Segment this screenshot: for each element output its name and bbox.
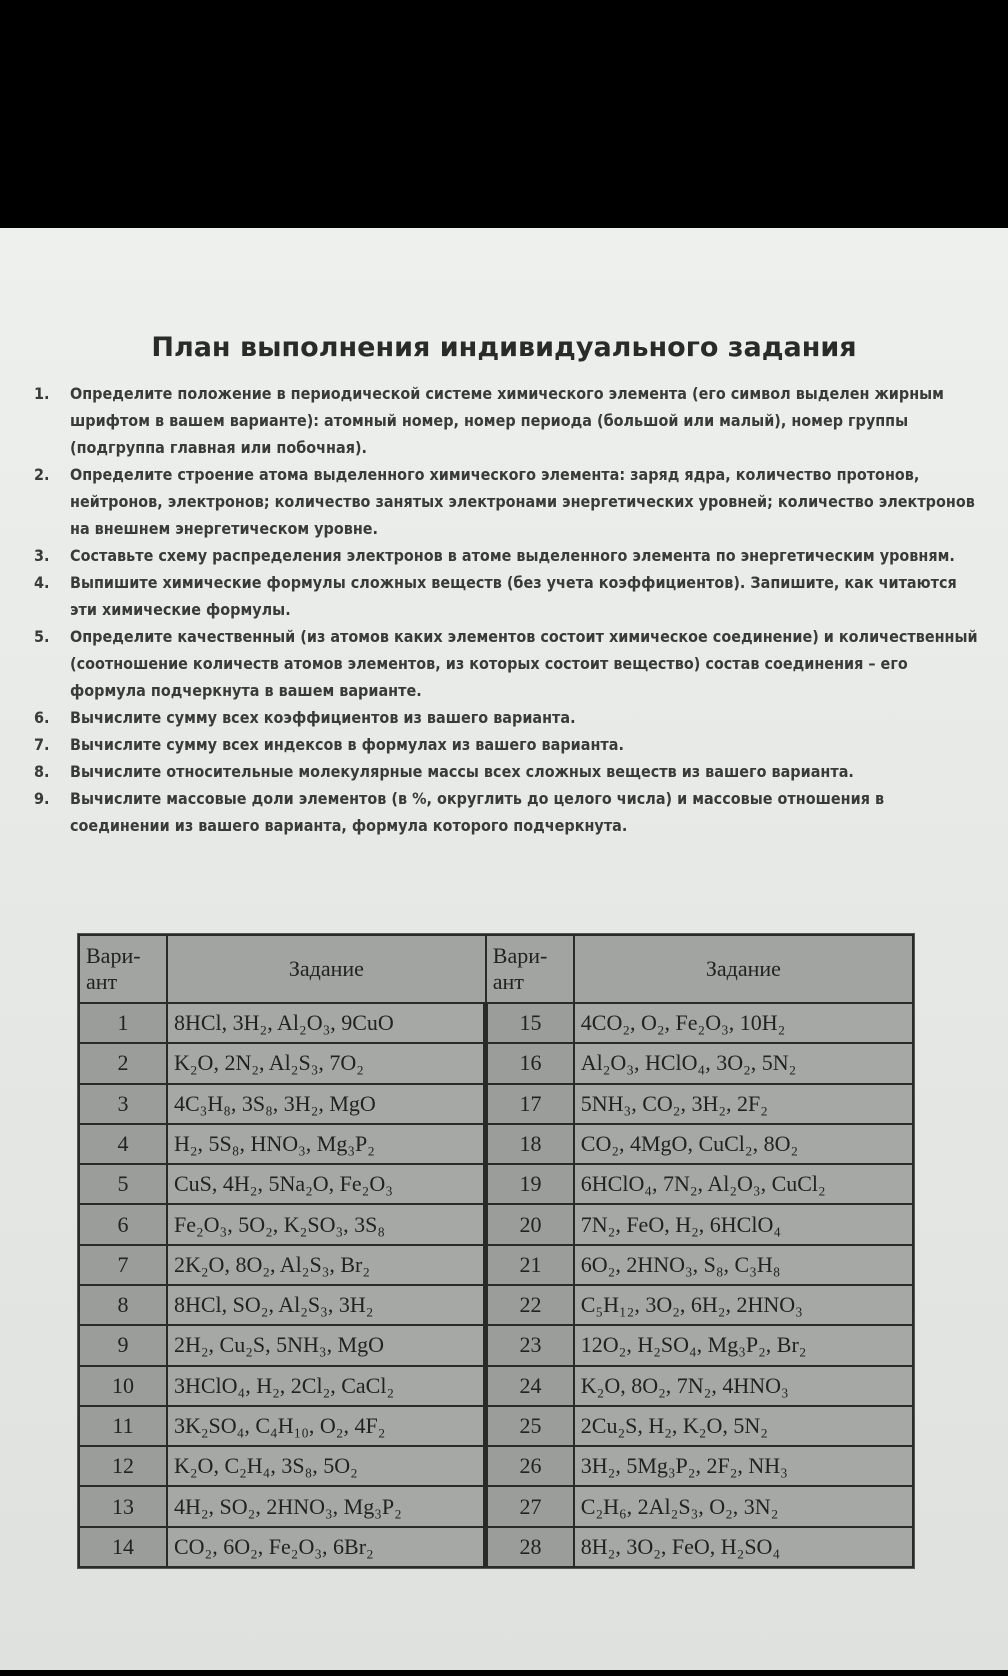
- task-number: 7.: [34, 735, 50, 754]
- task-number: 4.: [34, 573, 50, 592]
- table-row: [79, 1325, 913, 1365]
- variant-number-cell: 27: [486, 1486, 574, 1526]
- task-formula-cell: 12O₂, H₂SO₄, Mg₃P₂, Br₂: [574, 1325, 913, 1365]
- task-formula-cell: 5NH₃, CO₂, 3H₂, 2F₂: [574, 1084, 913, 1124]
- task-formula-cell: 3K₂SO₄, C₄H₁₀, O₂, 4F₂: [167, 1406, 486, 1446]
- task-text: Вычислите сумму всех коэффициентов из вашего варианта.: [70, 708, 576, 727]
- variant-number-cell: 8: [79, 1285, 167, 1325]
- table-row: [79, 1366, 913, 1406]
- task-item: [34, 380, 986, 461]
- table-row: [79, 1285, 913, 1325]
- variant-number-cell: 7: [79, 1245, 167, 1285]
- task-formula-cell: 4H₂, SO₂, 2HNO₃, Mg₃P₂: [167, 1486, 486, 1526]
- task-number: 5.: [34, 627, 50, 646]
- variant-number-cell: 28: [486, 1527, 574, 1567]
- variant-number-cell: 1: [79, 1003, 167, 1043]
- task-formula-cell: K₂O, C₂H₄, 3S₈, 5O₂: [167, 1446, 486, 1486]
- table-row: [79, 1204, 913, 1244]
- task-number: 3.: [34, 546, 50, 565]
- task-item: [34, 623, 986, 704]
- task-formula-cell: 2Cu₂S, H₂, K₂O, 5N₂: [574, 1406, 913, 1446]
- worksheet-page: [0, 228, 1008, 1670]
- variant-number-cell: 2: [79, 1043, 167, 1083]
- table-body: [79, 1003, 913, 1567]
- variant-number-cell: 5: [79, 1164, 167, 1204]
- variant-number-cell: 26: [486, 1446, 574, 1486]
- task-text: Составьте схему распределения электронов в атоме выделенного элемента по энергетическим уровням.: [70, 546, 955, 565]
- variant-number-cell: 17: [486, 1084, 574, 1124]
- task-formula-cell: K₂O, 2N₂, Al₂S₃, 7O₂: [167, 1043, 486, 1083]
- variants-table-container: [78, 934, 914, 1568]
- task-formula-cell: CO₂, 6O₂, Fe₂O₃, 6Br₂: [167, 1527, 486, 1567]
- variants-table: [78, 934, 914, 1568]
- table-header-row: [79, 935, 913, 1003]
- header-task: Задание: [574, 935, 913, 1003]
- task-text: Вычислите относительные молекулярные массы всех сложных веществ из вашего варианта.: [70, 762, 854, 781]
- task-formula-cell: 6O₂, 2HNO₃, S₈, C₃H₈: [574, 1245, 913, 1285]
- task-item: [34, 731, 986, 758]
- table-row: [79, 1527, 913, 1567]
- task-item: [34, 785, 986, 839]
- task-text: Выпишите химические формулы сложных веществ (без учета коэффициентов). Запишите, как читаются эти химические формулы.: [70, 573, 957, 619]
- variant-number-cell: 10: [79, 1366, 167, 1406]
- variant-number-cell: 6: [79, 1204, 167, 1244]
- variant-number-cell: 15: [486, 1003, 574, 1043]
- variant-number-cell: 4: [79, 1124, 167, 1164]
- variant-number-cell: 9: [79, 1325, 167, 1365]
- task-item: [34, 704, 986, 731]
- task-formula-cell: K₂O, 8O₂, 7N₂, 4HNO₃: [574, 1366, 913, 1406]
- header-variant: Вари-ант: [486, 935, 574, 1003]
- variant-number-cell: 22: [486, 1285, 574, 1325]
- task-number: 2.: [34, 465, 50, 484]
- variant-number-cell: 24: [486, 1366, 574, 1406]
- task-number: 1.: [34, 384, 50, 403]
- task-formula-cell: 3HClO₄, H₂, 2Cl₂, CaCl₂: [167, 1366, 486, 1406]
- task-formula-cell: 8HCl, SO₂, Al₂S₃, 3H₂: [167, 1285, 486, 1325]
- variant-number-cell: 14: [79, 1527, 167, 1567]
- variant-number-cell: 13: [79, 1486, 167, 1526]
- task-formula-cell: 3H₂, 5Mg₃P₂, 2F₂, NH₃: [574, 1446, 913, 1486]
- task-formula-cell: Fe₂O₃, 5O₂, K₂SO₃, 3S₈: [167, 1204, 486, 1244]
- task-text: Определите строение атома выделенного химического элемента: заряд ядра, количество протонов, нейтронов, электронов; количество занятых электронами энергетических уровней; количество электронов на внешнем энергетическом уровне.: [70, 465, 975, 538]
- task-formula-cell: H₂, 5S₈, HNO₃, Mg₃P₂: [167, 1124, 486, 1164]
- variant-number-cell: 16: [486, 1043, 574, 1083]
- task-item: [34, 569, 986, 623]
- header-task: Задание: [167, 935, 486, 1003]
- header-variant: Вари-ант: [79, 935, 167, 1003]
- task-text: Определите качественный (из атомов каких элементов состоит химическое соединение) и количественный (соотношение количеств атомов элементов, из которых состоит вещество) состав соединения – его формула подчеркнута в вашем варианте.: [70, 627, 978, 700]
- table-row: [79, 1486, 913, 1526]
- task-item: [34, 542, 986, 569]
- task-formula-cell: CO₂, 4MgO, CuCl₂, 8O₂: [574, 1124, 913, 1164]
- task-formula-cell: 8HCl, 3H₂, Al₂O₃, 9CuO: [167, 1003, 486, 1043]
- table-row: [79, 1164, 913, 1204]
- task-formula-cell: C₅H₁₂, 3O₂, 6H₂, 2HNO₃: [574, 1285, 913, 1325]
- task-formula-cell: C₂H₆, 2Al₂S₃, O₂, 3N₂: [574, 1486, 913, 1526]
- variant-number-cell: 11: [79, 1406, 167, 1446]
- page-title: План выполнения индивидуального задания: [151, 332, 857, 363]
- variant-number-cell: 3: [79, 1084, 167, 1124]
- variant-number-cell: 23: [486, 1325, 574, 1365]
- task-formula-cell: 8H₂, 3O₂, FeO, H₂SO₄: [574, 1527, 913, 1567]
- task-number: 6.: [34, 708, 50, 727]
- task-number: 9.: [34, 789, 50, 808]
- task-formula-cell: 4CO₂, O₂, Fe₂O₃, 10H₂: [574, 1003, 913, 1043]
- table-row: [79, 1406, 913, 1446]
- variant-number-cell: 21: [486, 1245, 574, 1285]
- table-row: [79, 1084, 913, 1124]
- variant-number-cell: 12: [79, 1446, 167, 1486]
- table-row: [79, 1124, 913, 1164]
- task-formula-cell: Al₂O₃, HClO₄, 3O₂, 5N₂: [574, 1043, 913, 1083]
- task-text: Определите положение в периодической системе химического элемента (его символ выделен жирным шрифтом в вашем варианте): атомный номер, номер периода (большой или малый), номер группы (подгруппа главная или побочная).: [70, 384, 944, 457]
- task-formula-cell: 6HClO₄, 7N₂, Al₂O₃, CuCl₂: [574, 1164, 913, 1204]
- task-formula-cell: 7N₂, FeO, H₂, 6HClO₄: [574, 1204, 913, 1244]
- task-text: Вычислите массовые доли элементов (в %, округлить до целого числа) и массовые отношения в соединении из вашего варианта, формула которого подчеркнута.: [70, 789, 885, 835]
- variant-number-cell: 20: [486, 1204, 574, 1244]
- table-row: [79, 1446, 913, 1486]
- task-formula-cell: 2K₂O, 8O₂, Al₂S₃, Br₂: [167, 1245, 486, 1285]
- table-row: [79, 1043, 913, 1083]
- task-formula-cell: 4C₃H₈, 3S₈, 3H₂, MgO: [167, 1084, 486, 1124]
- table-row: [79, 1003, 913, 1043]
- variant-number-cell: 19: [486, 1164, 574, 1204]
- task-formula-cell: CuS, 4H₂, 5Na₂O, Fe₂O₃: [167, 1164, 486, 1204]
- task-formula-cell: 2H₂, Cu₂S, 5NH₃, MgO: [167, 1325, 486, 1365]
- task-item: [34, 461, 986, 542]
- variant-number-cell: 25: [486, 1406, 574, 1446]
- task-item: [34, 758, 986, 785]
- task-text: Вычислите сумму всех индексов в формулах из вашего варианта.: [70, 735, 624, 754]
- task-number: 8.: [34, 762, 50, 781]
- table-row: [79, 1245, 913, 1285]
- task-list: [34, 380, 986, 839]
- variant-number-cell: 18: [486, 1124, 574, 1164]
